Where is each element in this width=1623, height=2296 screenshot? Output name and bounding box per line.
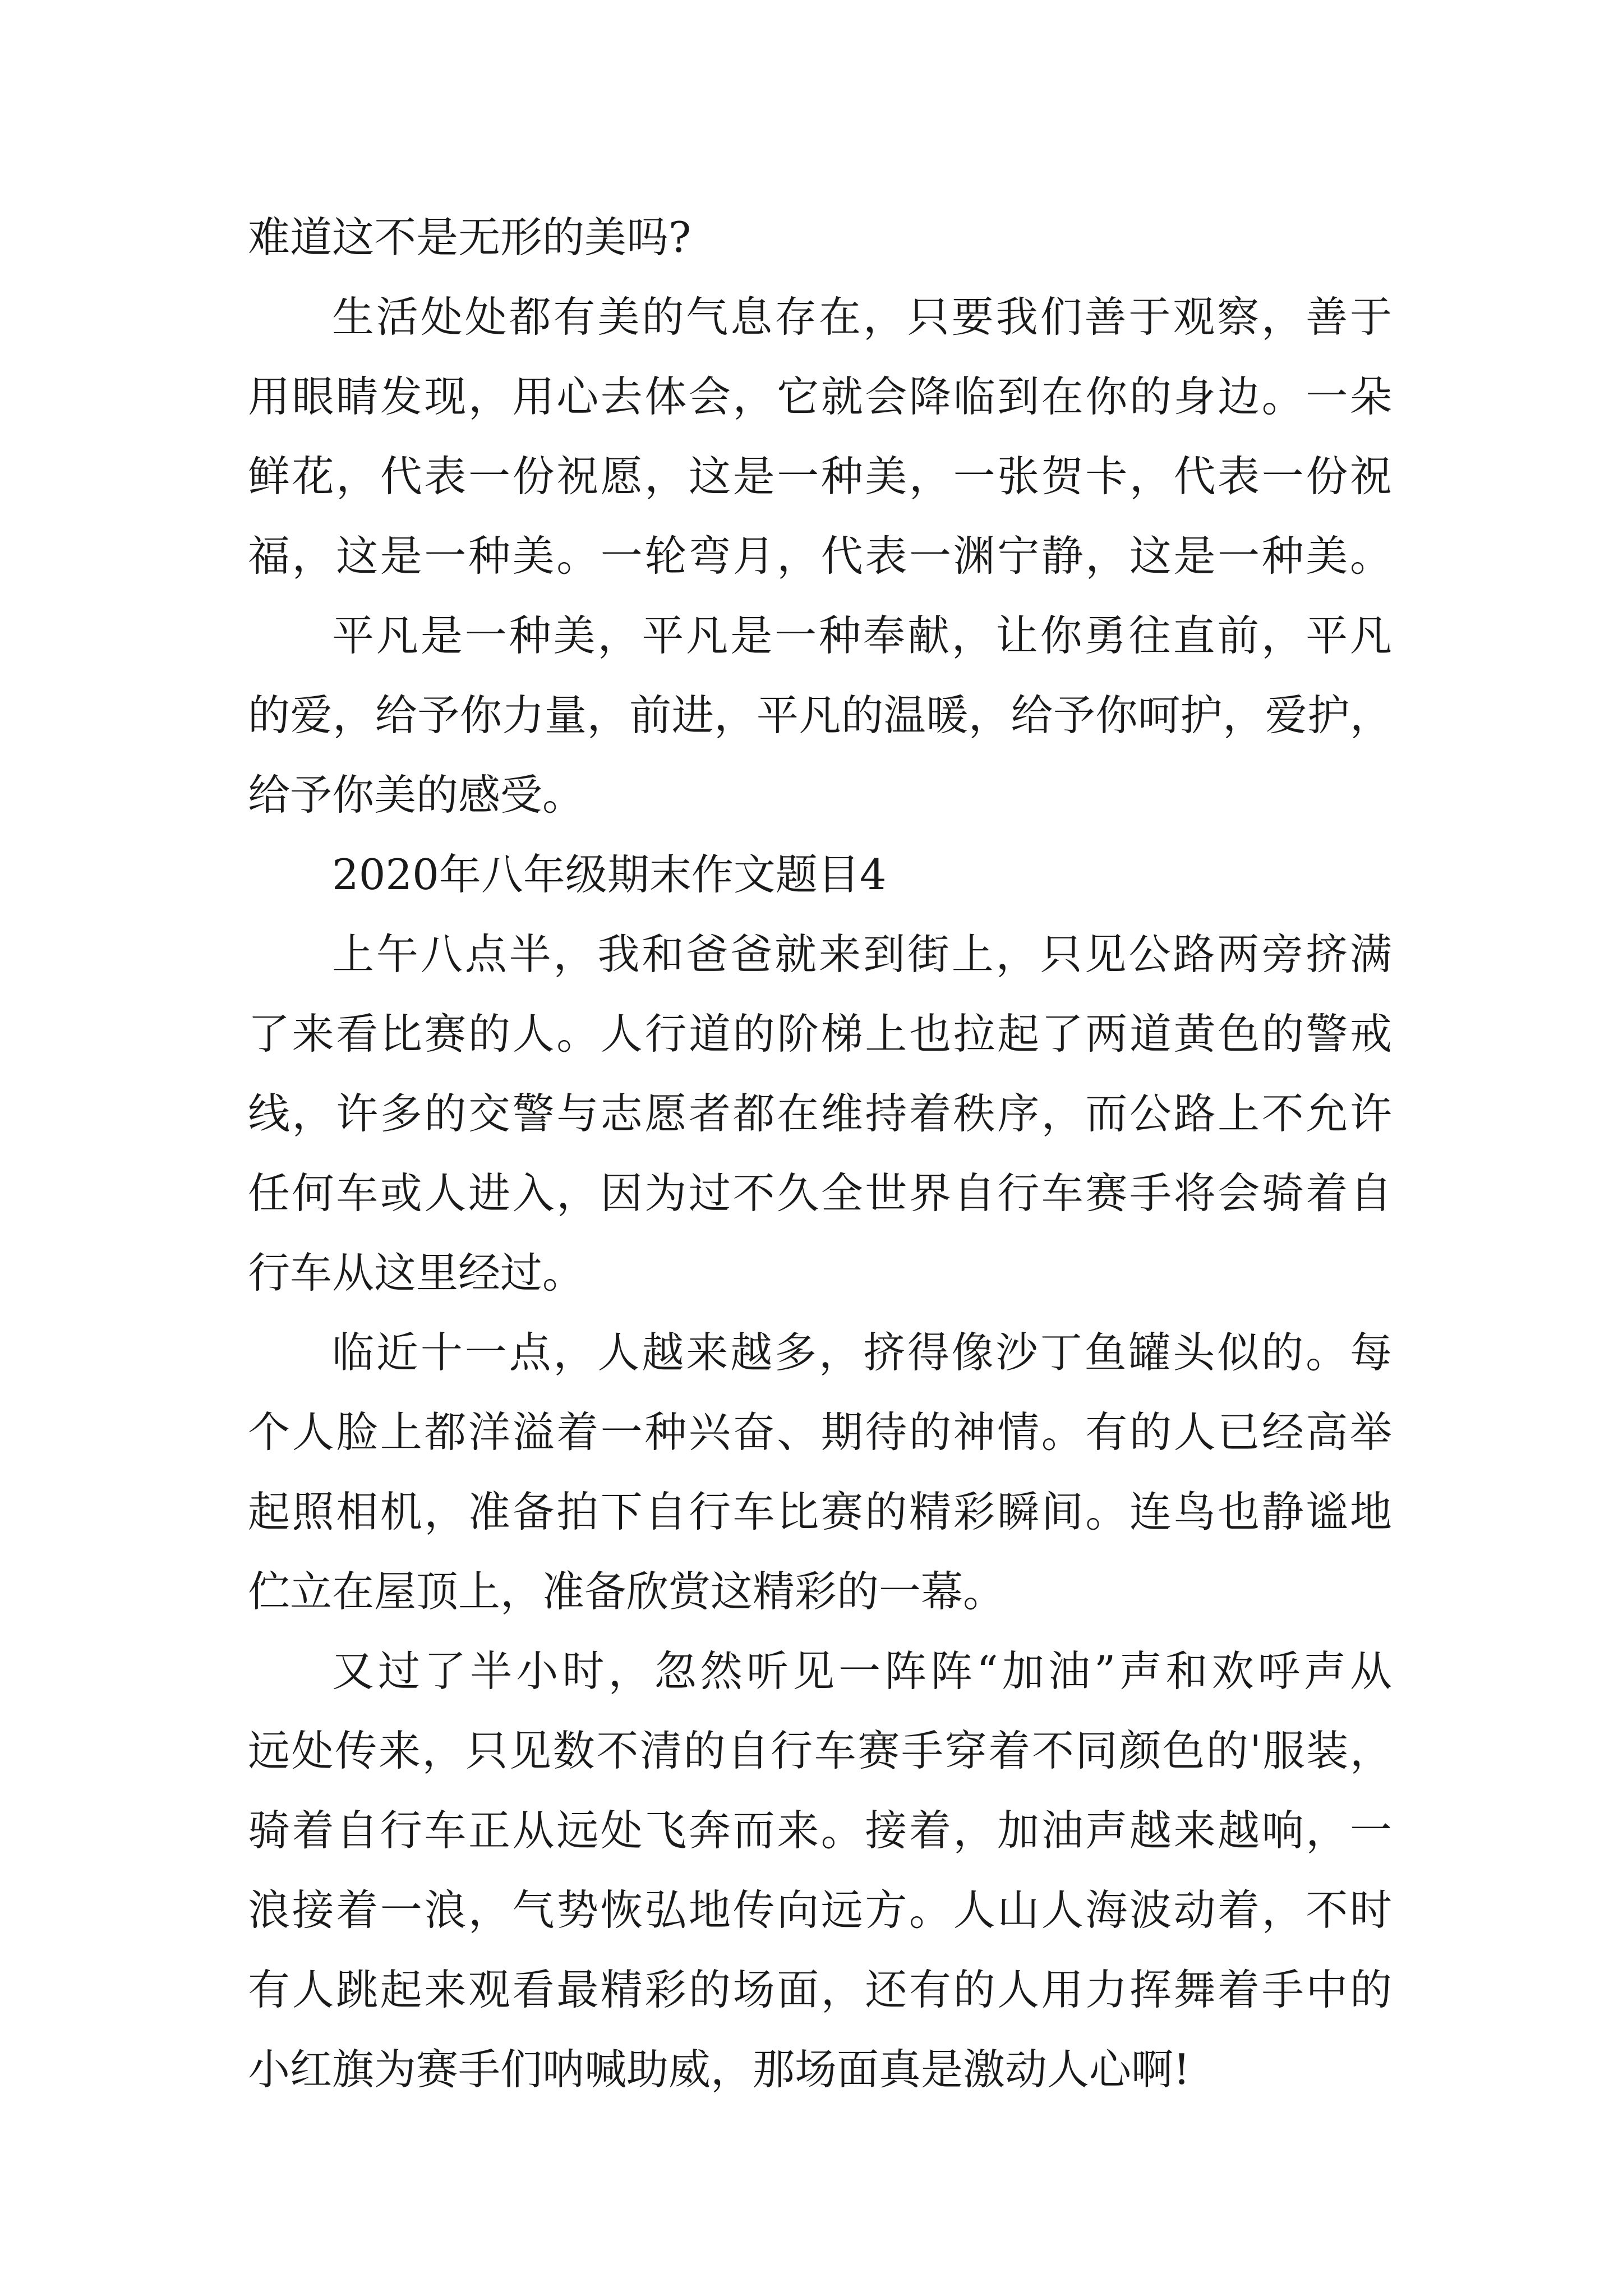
- text-line: 起照相机，准备拍下自行车比赛的精彩瞬间。连鸟也静谧地: [248, 1487, 1392, 1536]
- paragraph-first-line: 上午八点半，我和爸爸就来到街上，只见公路两旁挤满: [332, 930, 1392, 979]
- text-line: 的爱，给予你力量，前进，平凡的温暖，给予你呵护，爱护，: [248, 691, 1392, 740]
- text-line: 任何车或人进入，因为过不久全世界自行车赛手将会骑着自: [248, 1168, 1392, 1218]
- text-line: 线，许多的交警与志愿者都在维持着秩序，而公路上不允许: [248, 1089, 1392, 1138]
- paragraph-first-line: 平凡是一种美，平凡是一种奉献，让你勇往直前，平凡: [332, 611, 1392, 660]
- paragraph-first-line: 又过了半小时，忽然听见一阵阵“加油”声和欢呼声从: [332, 1646, 1392, 1696]
- text-line: 有人跳起来观看最精彩的场面，还有的人用力挥舞着手中的: [248, 1965, 1392, 2014]
- document-body: [248, 197, 1392, 2109]
- text-line: 行车从这里经过。: [248, 1248, 585, 1297]
- text-line: 远处传来，只见数不清的自行车赛手穿着不同颜色的'服装，: [248, 1726, 1392, 1775]
- text-line: 个人脸上都洋溢着一种兴奋、期待的神情。有的人已经高举: [248, 1407, 1392, 1457]
- text-line: 了来看比赛的人。人行道的阶梯上也拉起了两道黄色的警戒: [248, 1009, 1392, 1059]
- text-line: 骑着自行车正从远处飞奔而来。接着，加油声越来越响，一: [248, 1806, 1392, 1855]
- text-line: 小红旗为赛手们呐喊助威，那场面真是激动人心啊!: [248, 2045, 1191, 2094]
- section-heading: 2020年八年级期末作文题目4: [332, 850, 887, 899]
- paragraph-first-line: 生活处处都有美的气息存在，只要我们善于观察，善于: [332, 292, 1392, 342]
- text-line: 用眼睛发现，用心去体会，它就会降临到在你的身边。一朵: [248, 372, 1392, 421]
- text-line: 伫立在屋顶上，准备欣赏这精彩的一幕。: [248, 1567, 1006, 1616]
- text-line: 给予你美的感受。: [248, 770, 585, 820]
- text-line: 浪接着一浪，气势恢弘地传向远方。人山人海波动着，不时: [248, 1885, 1392, 1935]
- text-line: 福，这是一种美。一轮弯月，代表一渊宁静，这是一种美。: [248, 531, 1392, 581]
- text-line: 难道这不是无形的美吗?: [248, 213, 691, 262]
- text-line: 鲜花，代表一份祝愿，这是一种美，一张贺卡，代表一份祝: [248, 452, 1392, 501]
- paragraph-first-line: 临近十一点，人越来越多，挤得像沙丁鱼罐头似的。每: [332, 1328, 1392, 1377]
